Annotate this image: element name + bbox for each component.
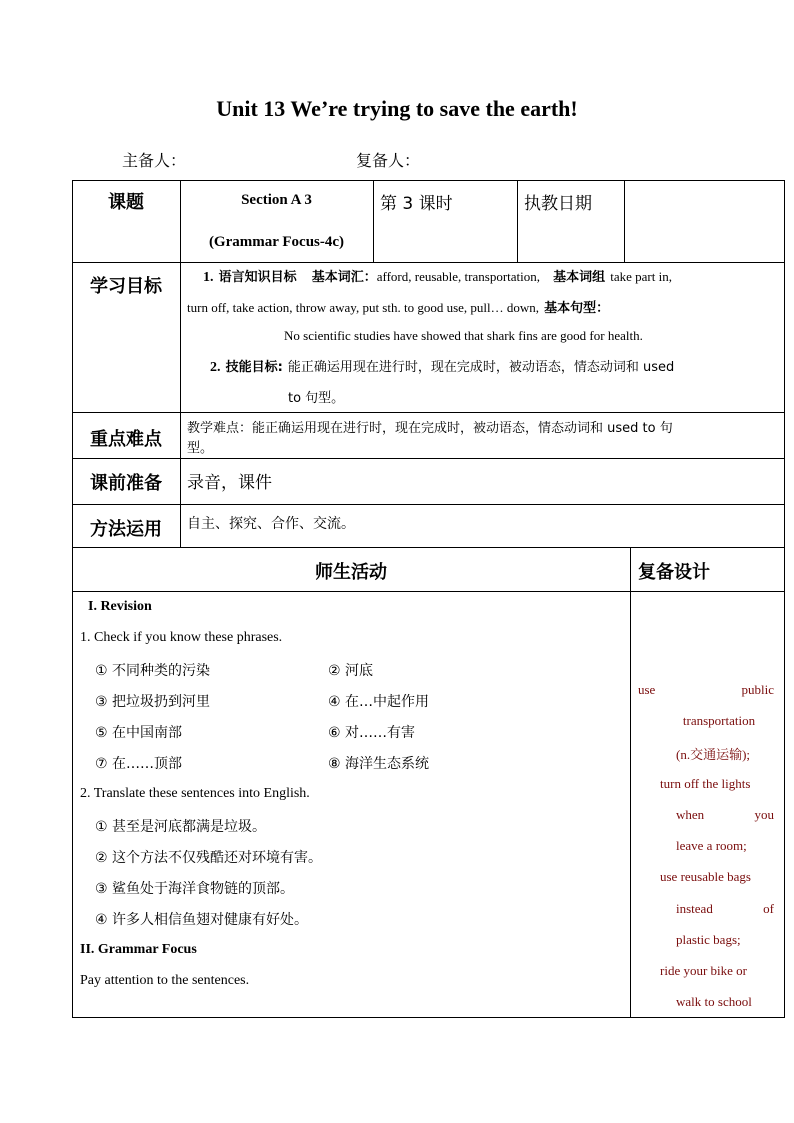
phrase-item: ⑧ 海洋生态系统 [328,756,430,772]
phrase-item: ② 河底 [328,663,374,679]
side-note-line: transportation [682,713,756,728]
activity-header-right: 复备设计 [638,562,710,583]
side-note-line: plastic bags; [676,932,741,947]
sentence-item: ① 甚至是河底都满是垃圾。 [95,819,267,835]
phrase-item: ⑥ 对……有害 [328,725,416,741]
objective-number-1: 1. [203,270,214,285]
side-note-line: walk to school [676,994,752,1009]
difficulty-text-b: 型。 [187,441,214,456]
sentence-item: ② 这个方法不仅残酷还对环境有害。 [95,850,323,866]
phrase-item: ⑦ 在……顶部 [95,756,183,772]
phrase-item: ③ 把垃圾扔到河里 [95,694,211,710]
objectives-line-4 [210,356,780,376]
revision-task-2: 2. Translate these sentences into English. [80,786,310,801]
page-title: Unit 13 We’re trying to save the earth! [216,96,578,121]
topic-label: 课题 [108,192,144,213]
pattern-text: No scientific studies have showed that shark fins are good for health. [284,328,643,343]
side-note-line: ride your bike or [660,963,748,978]
skill-goal-label: 技能目标: [225,360,283,375]
skill-text-b: to 句型。 [288,391,345,406]
objective-number-2: 2. [210,360,221,375]
preparation-label: 课前准备 [90,473,162,494]
methods-text: 自主、探究、合作、交流。 [187,516,355,532]
sentence-item: ④ 许多人相信鱼翅对健康有好处。 [95,912,309,928]
language-goal-label: 语言知识目标 [218,270,297,285]
period-label: 第 3 课时 [380,194,453,214]
side-note-line: (n.交通运输); [676,747,751,762]
skill-text-a: 能正确运用现在进行时，现在完成时，被动语态，情态动词和 used [287,360,675,375]
section-title: Section A 3 [241,192,312,208]
side-note-line: use reusable bags [660,869,751,884]
phrases-text-b: turn off, take action, throw away, put sth. to good use, pull… down, [187,300,540,315]
vocab-label: 基本词汇： [311,270,377,285]
side-note-line: leave a room; [676,838,747,853]
main-preparer-label: 主备人： [122,151,187,170]
phrase-item: ① 不同种类的污染 [95,663,211,679]
phrase-item: ⑤ 在中国南部 [95,725,183,741]
vocab-text: afford, reusable, transportation, [376,269,541,284]
objectives-line-1 [203,266,783,286]
side-note-line: turn off the lights [660,776,751,791]
activity-header-left: 师生活动 [315,562,387,583]
side-note-line: use public [638,682,774,697]
objectives-label: 学习目标 [90,276,162,297]
revision-task-1: 1. Check if you know these phrases. [80,630,283,645]
preparation-text: 录音，课件 [187,473,272,493]
section-subtitle: (Grammar Focus-4c) [208,234,345,250]
phrases-text-a: take part in, [610,269,672,284]
side-note-line: when you [676,807,774,822]
teaching-date-label: 执教日期 [524,194,592,214]
methods-label: 方法运用 [90,519,162,540]
objectives-line-2 [187,297,783,316]
secondary-preparer-label: 复备人： [356,151,421,170]
difficulty-label: 重点难点 [90,429,162,450]
revision-heading: I. Revision [88,599,152,614]
side-note-line: instead of [676,901,774,916]
pattern-label: 基本句型： [544,301,610,316]
phrase-label: 基本词组 [553,270,606,285]
difficulty-text-a: 教学难点：能正确运用现在进行时，现在完成时，被动语态，情态动词和 used to 句 [187,421,673,436]
phrase-item: ④ 在…中起作用 [328,694,430,710]
sentence-item: ③ 鲨鱼处于海洋食物链的顶部。 [95,881,295,897]
grammar-text: Pay attention to the sentences. [80,973,250,988]
grammar-heading: II. Grammar Focus [80,942,197,957]
